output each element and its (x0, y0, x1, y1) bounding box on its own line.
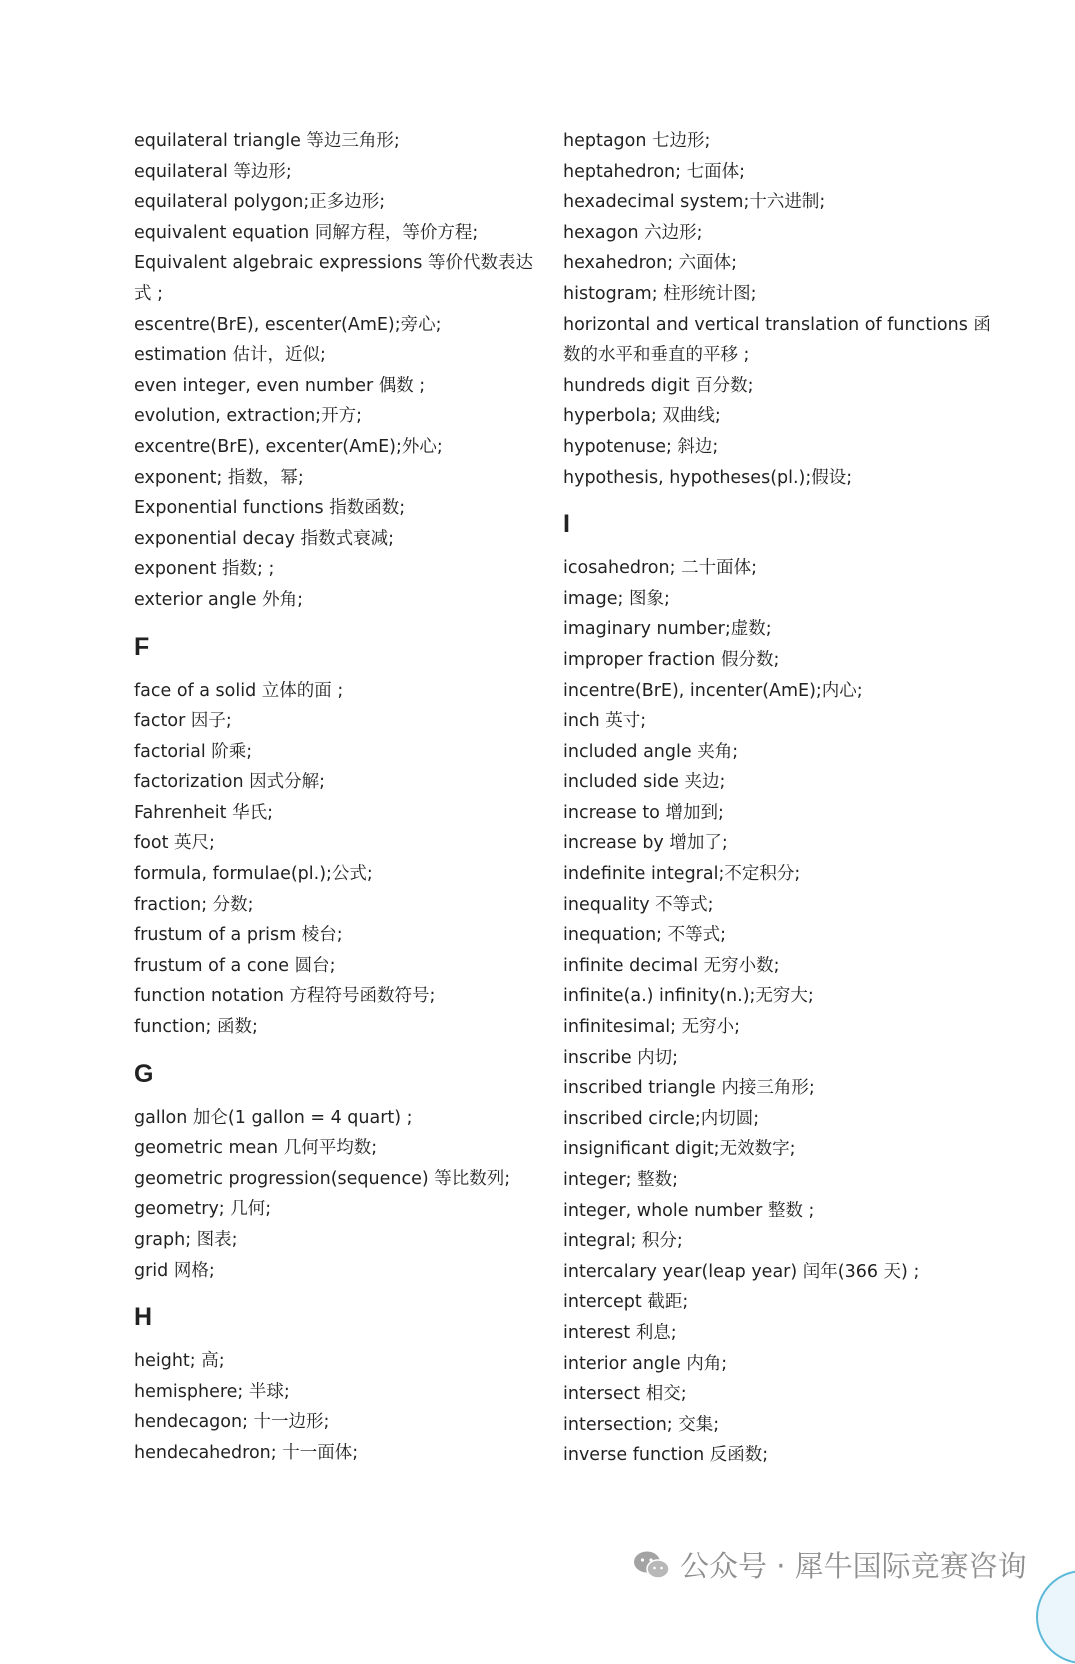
glossary-entry: function notation 方程符号函数符号; (134, 986, 436, 1007)
glossary-entry: improper fraction 假分数; (563, 649, 780, 670)
glossary-entry: equilateral polygon;正多边形; (134, 192, 386, 213)
glossary-entry: inverse function 反函数; (563, 1445, 769, 1466)
left-column (134, 126, 534, 1469)
glossary-entry: escentre(BrE), escenter(AmE);旁心; (134, 314, 442, 335)
glossary-entry: equivalent equation 同解方程，等价方程; (134, 222, 479, 243)
glossary-entry: inequality 不等式; (563, 894, 714, 915)
glossary-entry: Fahrenheit 华氏; (134, 802, 273, 823)
glossary-entry: fraction; 分数; (134, 894, 254, 915)
glossary-entry: formula, formulae(pl.);公式; (134, 864, 373, 885)
glossary-entry: even integer, even number 偶数 ; (134, 375, 426, 396)
glossary-entry: inequation; 不等式; (563, 925, 727, 946)
section-heading: G (134, 1059, 154, 1088)
glossary-entry: Exponential functions 指数函数; (134, 498, 406, 519)
glossary-entry: intercept 截距; (563, 1292, 689, 1313)
glossary-entry: integer, whole number 整数 ; (563, 1200, 815, 1221)
glossary-entry: interior angle 内角; (563, 1353, 728, 1374)
glossary-entry: grid 网格; (134, 1260, 215, 1281)
glossary-entry: factorization 因式分解; (134, 772, 326, 793)
section-heading: H (134, 1303, 153, 1332)
glossary-entry: graph; 图表; (134, 1230, 238, 1250)
glossary-entry: foot 英尺; (134, 833, 215, 854)
glossary-entry: hendecahedron; 十一面体; (134, 1442, 359, 1463)
glossary-entry: height; 高; (134, 1351, 225, 1372)
glossary-entry: infinitesimal; 无穷小; (563, 1017, 741, 1038)
glossary-entry: integral; 积分; (563, 1231, 683, 1252)
glossary-entry: hypotenuse; 斜边; (563, 436, 719, 457)
corner-badge (1036, 1570, 1075, 1664)
glossary-entry: image; 图象; (563, 588, 670, 609)
glossary-entry: hyperbola; 双曲线; (563, 406, 721, 427)
glossary-entry: geometric progression(sequence) 等比数列; (134, 1168, 511, 1189)
glossary-entry: inscribed circle;内切圆; (563, 1108, 760, 1129)
glossary-entry: estimation 估计，近似; (134, 345, 326, 366)
glossary-entry: increase to 增加到; (563, 802, 724, 823)
glossary-entry: hemisphere; 半球; (134, 1381, 290, 1402)
glossary-entry: infinite(a.) infinity(n.);无穷大; (563, 986, 814, 1007)
glossary-entry: hendecagon; 十一边形; (134, 1412, 330, 1433)
glossary-entry: heptahedron; 七面体; (563, 161, 745, 182)
glossary-entry: function; 函数; (134, 1017, 258, 1038)
glossary-entry: hypothesis, hypotheses(pl.);假设; (563, 467, 853, 488)
glossary-entry: increase by 增加了; (563, 833, 728, 854)
section-heading: F (134, 632, 150, 661)
wechat-icon (632, 1549, 672, 1581)
glossary-entry: equilateral 等边形; (134, 161, 292, 182)
glossary-entry: indefinite integral;不定积分; (563, 864, 801, 885)
glossary-entry: imaginary number;虚数; (563, 619, 772, 640)
glossary-entry: hexadecimal system;十六进制; (563, 192, 826, 213)
glossary-entry: inch 英寸; (563, 711, 647, 732)
glossary-entry: geometric mean 几何平均数; (134, 1138, 378, 1159)
section-heading: I (563, 510, 570, 539)
glossary-entry: inscribed triangle 内接三角形; (563, 1078, 815, 1099)
glossary-entry: inscribe 内切; (563, 1047, 679, 1068)
glossary-entry: hexagon 六边形; (563, 222, 703, 243)
glossary-entry: face of a solid 立体的面 ; (134, 680, 344, 701)
glossary-entry: included angle 夹角; (563, 741, 739, 762)
watermark-text: 公众号 · 犀牛国际竞赛咨询 (680, 1549, 1027, 1583)
glossary-entry: gallon 加仑(1 gallon = 4 quart) ; (134, 1107, 413, 1128)
glossary-entry: Equivalent algebraic expressions 等价代数表达式 ; (134, 253, 533, 304)
glossary-entry: histogram; 柱形统计图; (563, 283, 757, 304)
glossary-entry: hexahedron; 六面体; (563, 253, 738, 274)
right-column (563, 126, 1003, 1471)
glossary-entry: exponent; 指数，幂; (134, 467, 304, 488)
glossary-entry: exponent 指数; ; (134, 559, 275, 580)
glossary-entry: exponential decay 指数式衰减; (134, 528, 394, 549)
glossary-entry: exterior angle 外角; (134, 589, 303, 610)
glossary-entry: frustum of a cone 圆台; (134, 955, 336, 976)
glossary-entry: factorial 阶乘; (134, 741, 253, 762)
glossary-entry: intersection; 交集; (563, 1414, 720, 1435)
glossary-entry: icosahedron; 二十面体; (563, 558, 757, 579)
glossary-entry: infinite decimal 无穷小数; (563, 955, 780, 976)
glossary-entry: horizontal and vertical translation of functions 函数的水平和垂直的平移 ; (563, 314, 991, 366)
glossary-entry: incentre(BrE), incenter(AmE);内心; (563, 680, 863, 701)
glossary-entry: intersect 相交; (563, 1384, 687, 1405)
glossary-entry: frustum of a prism 棱台; (134, 925, 343, 946)
glossary-entry: factor 因子; (134, 711, 232, 732)
glossary-entry: interest 利息; (563, 1322, 677, 1343)
glossary-entry: insignificant digit;无效数字; (563, 1139, 796, 1160)
glossary-entry: geometry; 几何; (134, 1199, 272, 1220)
glossary-entry: included side 夹边; (563, 772, 726, 793)
glossary-entry: heptagon 七边形; (563, 131, 711, 151)
glossary-entry: excentre(BrE), excenter(AmE);外心; (134, 436, 443, 457)
glossary-entry: evolution, extraction;开方; (134, 406, 362, 427)
glossary-entry: intercalary year(leap year) 闰年(366 天) ; (563, 1261, 920, 1282)
glossary-entry: integer; 整数; (563, 1170, 679, 1190)
glossary-entry: equilateral triangle 等边三角形; (134, 131, 400, 151)
watermark (632, 1544, 1027, 1585)
glossary-entry: hundreds digit 百分数; (563, 375, 754, 396)
